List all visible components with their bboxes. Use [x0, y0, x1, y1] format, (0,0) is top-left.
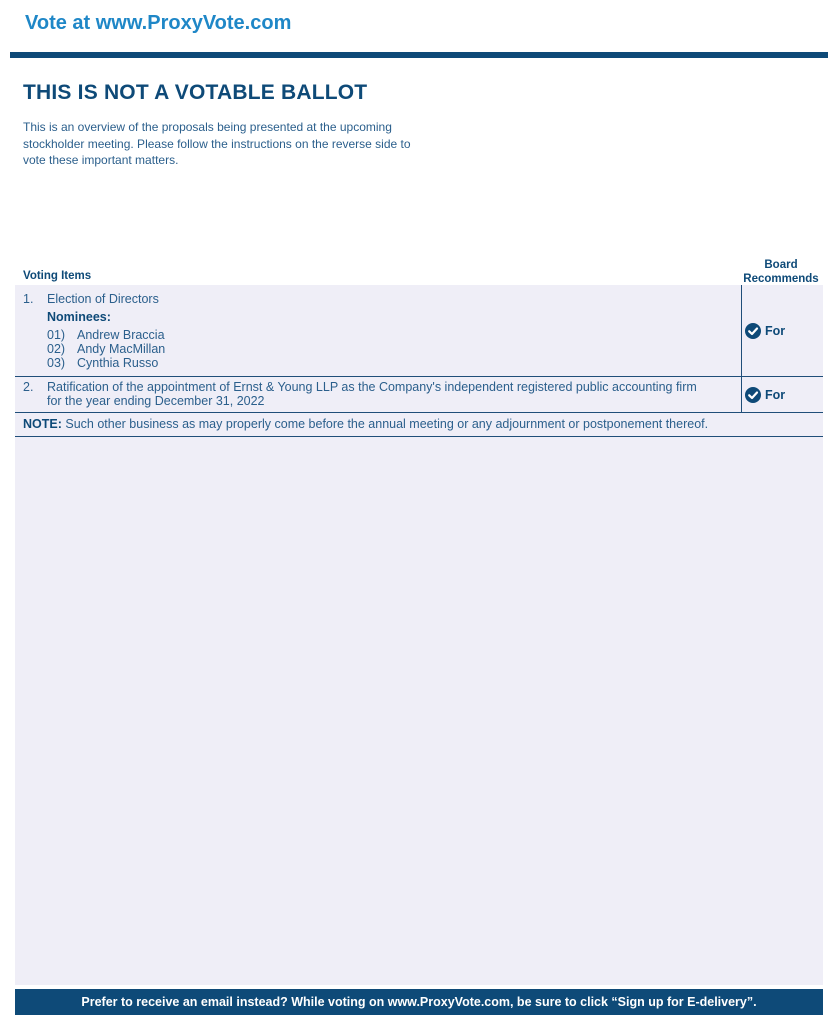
voting-item-2: [15, 377, 823, 413]
recommendation: [745, 323, 785, 339]
nominee-name: Andy MacMillan: [77, 342, 166, 356]
note-row: [15, 413, 823, 437]
intro-text: This is an overview of the proposals being presented at the upcoming stockholder meeting. Please follow the instructions on the reverse side to vote these important matters.: [23, 120, 411, 167]
header-title: Vote at www.ProxyVote.com: [25, 12, 292, 34]
nominee-number: 03): [47, 356, 66, 370]
nominee-number: 02): [47, 342, 66, 356]
item-text-line2: for the year ending December 31, 2022: [47, 394, 265, 408]
nominee-row: [47, 328, 165, 342]
column-divider: [741, 377, 742, 412]
recommendation-label: For: [765, 324, 786, 338]
nominee-row: [47, 342, 165, 356]
nominee-number: 01): [47, 328, 66, 342]
footer-banner: Prefer to receive an email instead? While voting on www.ProxyVote.com, be sure to click “Sign up for E-delivery”.: [15, 989, 823, 1015]
note-text: Such other business as may properly come before the annual meeting or any adjournment or postponement thereof.: [61, 417, 709, 431]
item-number: 1.: [23, 292, 34, 306]
item-text: Election of Directors: [47, 292, 159, 306]
voting-item-1: [15, 285, 823, 377]
ballot-title: THIS IS NOT A VOTABLE BALLOT: [23, 81, 368, 104]
nominee-name: Cynthia Russo: [77, 356, 159, 370]
note-label: NOTE:: [23, 417, 62, 431]
column-divider: [741, 285, 742, 376]
voting-items-heading: Voting Items: [23, 270, 92, 282]
header-rule: [10, 52, 828, 58]
item-number: 2.: [23, 380, 34, 394]
check-circle-icon: [745, 387, 761, 403]
nominee-row: [47, 356, 158, 370]
nominee-name: Andrew Braccia: [77, 328, 165, 342]
check-circle-icon: [745, 323, 761, 339]
item-text-line1: Ratification of the appointment of Ernst & Young LLP as the Company's independent registered public accounting firm: [47, 380, 697, 394]
board-recommends-heading: Board Recommends: [743, 259, 819, 285]
recommendation: [745, 387, 785, 403]
nominees-label: Nominees:: [47, 310, 111, 324]
recommendation-label: For: [765, 388, 786, 402]
